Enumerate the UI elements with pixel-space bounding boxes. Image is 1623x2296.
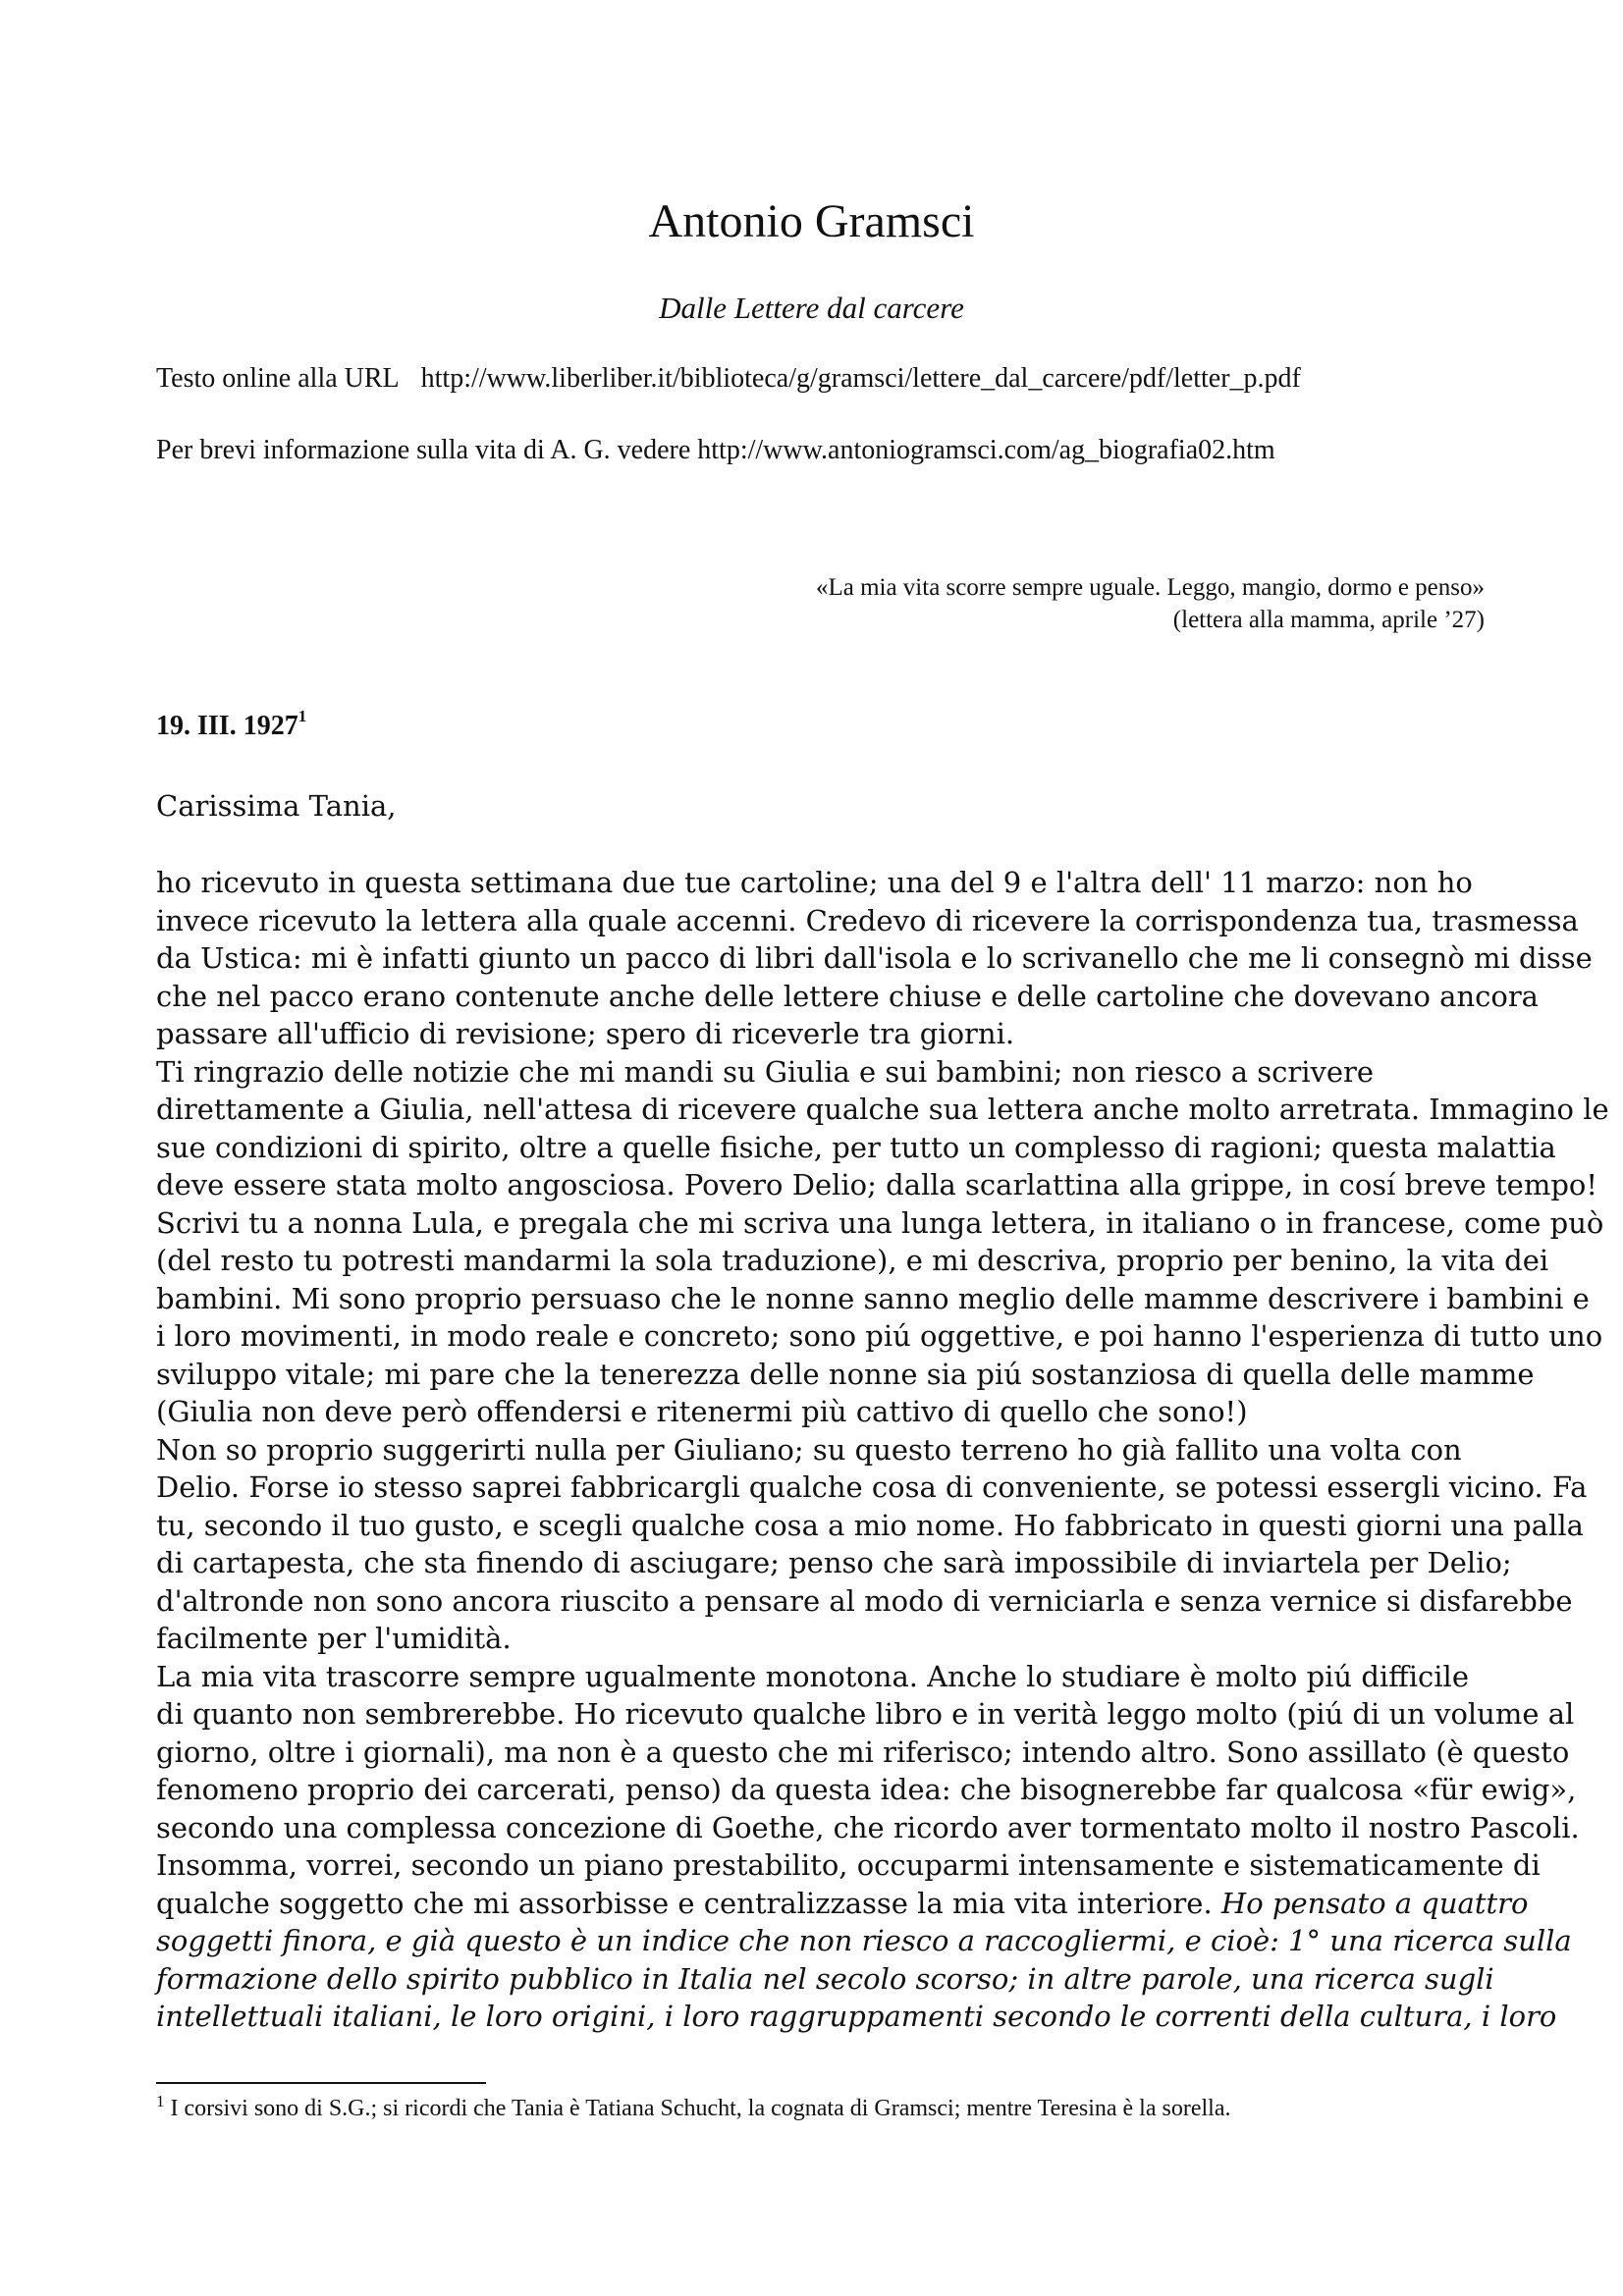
letter-line: La mia vita trascorre sempre ugualmente monotona. Anche lo studiare è molto piú difficile: [156, 1659, 1469, 1693]
footnote: [156, 2093, 1230, 2124]
letter-line: Insomma, vorrei, secondo un piano prestabilito, occuparmi intensamente e sistematicamente di: [156, 1848, 1541, 1882]
work-subtitle: Dalle Lettere dal carcere: [659, 291, 964, 325]
letter-line: tu, secondo il tuo gusto, e scegli qualche cosa a mio nome. Ho fabbricato in questi giorni una palla: [156, 1508, 1584, 1542]
letter-line: Non so proprio suggerirti nulla per Giuliano; su questo terreno ho già fallito una volta con: [156, 1432, 1462, 1467]
letter-line: giorno, oltre i giornali), ma non è a questo che mi riferisco; intendo altro. Sono assillato (è questo: [156, 1735, 1570, 1769]
letter-line: sviluppo vitale; mi pare che la tenerezza delle nonne sia piú sostanziosa di quella delle mamme: [156, 1357, 1535, 1391]
letter-line: [156, 1885, 1529, 1923]
letter-line: deve essere stata molto angosciosa. Povero Delio; dalla scarlattina alla grippe, in cosí breve tempo!: [156, 1168, 1598, 1201]
letter-date: [156, 709, 306, 744]
letter-line: passare all'ufficio di revisione; spero di riceverle tra giorni.: [156, 1017, 1015, 1050]
letter-line: Scrivi tu a nonna Lula, e pregala che mi scriva una lunga lettera, in italiano o in francese, come può: [156, 1205, 1604, 1240]
letter-line: bambini. Mi sono proprio persuaso che le nonne sanno meglio delle mamme descrivere i bambini e: [156, 1281, 1590, 1315]
letter-line: d'altronde non sono ancora riuscito a pensare al modo di verniciarla e senza vernice si disfarebbe: [156, 1583, 1573, 1618]
online-text-url: http://www.liberliber.it/biblioteca/g/gramsci/lettere_dal_carcere/pdf/letter_p.pdf: [420, 363, 1301, 394]
letter-line: facilmente per l'umidità.: [156, 1622, 512, 1655]
letter-line: i loro movimenti, in modo reale e concreto; sono piú oggettive, e poi hanno l'esperienza di tutto uno: [156, 1319, 1603, 1353]
letter-line: direttamente a Giulia, nell'attesa di ricevere qualche sua lettera anche molto arretrata. Immagino le: [156, 1093, 1609, 1126]
letter-line-italic-part: Ho pensato a quattro: [1220, 1886, 1529, 1920]
letter-line-italic: formazione dello spirito pubblico in Italia nel secolo scorso; in altre parole, una ricerca sugli: [156, 1961, 1494, 1996]
letter-line: che nel pacco erano contenute anche delle lettere chiuse e delle cartoline che dovevano ancora: [156, 979, 1539, 1013]
letter-line: Ti ringrazio delle notizie che mi mandi su Giulia e sui bambini; non riesco a scrivere: [156, 1054, 1375, 1089]
online-text-reference: [156, 361, 1301, 397]
epigraph: [687, 571, 1485, 636]
letter-line: secondo una complessa concezione di Goethe, che ricordo aver tormentato molto il nostro Pascoli.: [156, 1810, 1580, 1844]
letter-line: Delio. Forse io stesso saprei fabbricargli qualche cosa di conveniente, se potessi essergli vicino. Fa: [156, 1470, 1588, 1504]
letter-line: di quanto non sembrerebbe. Ho ricevuto qualche libro e in verità leggo molto (piú di un volume al: [156, 1697, 1575, 1731]
footnote-mark: 1: [156, 2092, 165, 2110]
biography-reference: Per brevi informazione sulla vita di A. G. vedere http://www.antoniogramsci.com/ag_biografia02.htm: [156, 435, 1275, 465]
footnote-reference-mark: 1: [298, 707, 307, 725]
letter-line: di cartapesta, che sta finendo di asciugare; penso che sarà impossibile di inviartela per Delio;: [156, 1546, 1512, 1579]
letter-line: (del resto tu potresti mandarmi la sola traduzione), e mi descriva, proprio per benino, la vita dei: [156, 1244, 1549, 1277]
letter-line: (Giulia non deve però offendersi e ritenermi più cattivo di quello che sono!): [156, 1395, 1248, 1428]
letter-line: ho ricevuto in questa settimana due tue cartoline; una del 9 e l'altra dell' 11 marzo: non ho: [156, 866, 1473, 899]
letter-line: sue condizioni di spirito, oltre a quelle fisiche, per tutto un complesso di ragioni; questa malattia: [156, 1130, 1556, 1164]
letter-line-italic: soggetti finora, e già questo è un indice che non riesco a raccogliermi, e cioè: 1° una ricerca sulla: [156, 1924, 1572, 1957]
letter-line-italic: intellettuali italiani, le loro origini, i loro raggruppamenti secondo le correnti della cultura, i loro: [156, 2000, 1557, 2033]
author-title: Antonio Gramsci: [648, 195, 975, 247]
footnote-text: I corsivi sono di S.G.; si ricordi che Tania è Tatiana Schucht, la cognata di Gramsci; mentre Teresina è la sorella.: [170, 2096, 1231, 2121]
letter-body: [156, 864, 1609, 2036]
online-text-label: Testo online alla URL: [156, 363, 400, 394]
letter-date-text: 19. III. 1927: [156, 711, 298, 741]
letter-line-normal-part: qualche soggetto che mi assorbisse e centralizzasse la mia vita interiore.: [156, 1886, 1221, 1920]
letter-line: da Ustica: mi è infatti giunto un pacco di libri dall'isola e lo scrivanello che me li consegnò mi disse: [156, 941, 1593, 975]
letter-line: invece ricevuto la lettera alla quale accenni. Credevo di ricevere la corrispondenza tua, trasmessa: [156, 903, 1579, 937]
letter-line: fenomeno proprio dei carcerati, penso) da questa idea: che bisognerebbe far qualcosa «für ewig»,: [156, 1773, 1577, 1806]
epigraph-quote: «La mia vita scorre sempre uguale. Leggo, mangio, dormo e penso»: [815, 574, 1485, 601]
epigraph-source: (lettera alla mamma, aprile ’27): [1172, 607, 1485, 633]
letter-salutation: Carissima Tania,: [156, 789, 397, 823]
footnote-divider: [156, 2082, 486, 2084]
